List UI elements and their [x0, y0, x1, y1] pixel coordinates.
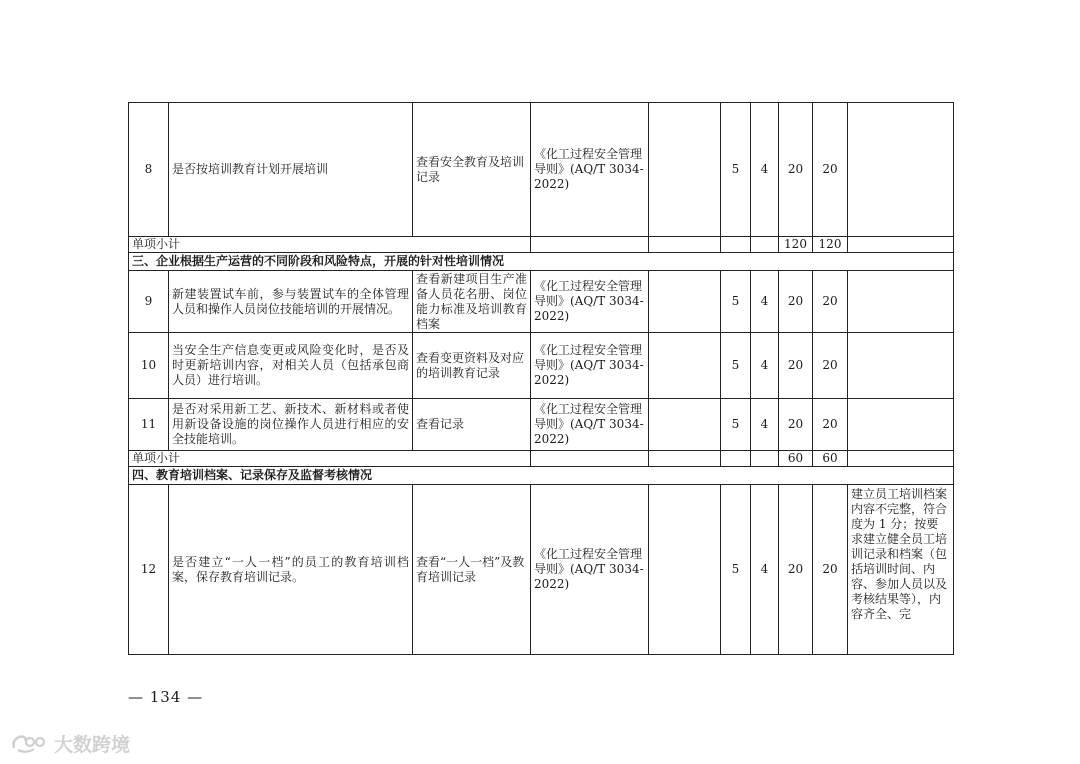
empty-cell — [649, 271, 721, 333]
subtotal-row — [129, 237, 954, 253]
value-a: 5 — [721, 271, 751, 333]
value-b: 4 — [751, 103, 779, 237]
empty-cell — [751, 451, 779, 467]
value-c: 20 — [779, 485, 813, 655]
empty-cell — [751, 237, 779, 253]
check-basis: 《化工过程安全管理导则》(AQ/T 3034-2022) — [531, 271, 649, 333]
empty-cell — [649, 451, 721, 467]
subtotal-c: 120 — [779, 237, 813, 253]
value-d: 20 — [813, 333, 848, 399]
check-content: 当安全生产信息变更或风险变化时，是否及时更新培训内容，对相关人员（包括承包商人员）进行培训。 — [169, 333, 413, 399]
empty-cell — [649, 333, 721, 399]
watermark-logo-icon — [10, 732, 50, 754]
item-number: 8 — [129, 103, 169, 237]
subtotal-label: 单项小计 — [129, 451, 531, 467]
subtotal-d: 120 — [813, 237, 848, 253]
value-b: 4 — [751, 333, 779, 399]
check-method: 查看“一人一档”及教育培训记录 — [413, 485, 531, 655]
section-row — [129, 467, 954, 485]
empty-cell — [649, 399, 721, 451]
empty-cell — [649, 485, 721, 655]
check-content: 是否建立“一人一档”的员工的教育培训档案，保存教育培训记录。 — [169, 485, 413, 655]
empty-cell — [848, 451, 954, 467]
subtotal-d: 60 — [813, 451, 848, 467]
value-a: 5 — [721, 399, 751, 451]
check-basis: 《化工过程安全管理导则》(AQ/T 3034-2022) — [531, 103, 649, 237]
value-c: 20 — [779, 333, 813, 399]
value-a: 5 — [721, 103, 751, 237]
check-method: 查看安全教育及培训记录 — [413, 103, 531, 237]
note-cell — [848, 333, 954, 399]
section-title: 三、企业根据生产运营的不同阶段和风险特点，开展的针对性培训情况 — [129, 253, 954, 271]
inspection-table — [128, 102, 954, 655]
value-b: 4 — [751, 271, 779, 333]
check-method: 查看新建项目生产准备人员花名册、岗位能力标准及培训教育档案 — [413, 271, 531, 333]
item-number: 10 — [129, 333, 169, 399]
section-row — [129, 253, 954, 271]
value-b: 4 — [751, 399, 779, 451]
value-a: 5 — [721, 485, 751, 655]
table-row — [129, 271, 954, 333]
check-content: 是否按培训教育计划开展培训 — [169, 103, 413, 237]
table-row — [129, 333, 954, 399]
value-c: 20 — [779, 103, 813, 237]
empty-cell — [848, 237, 954, 253]
value-d: 20 — [813, 399, 848, 451]
check-content: 是否对采用新工艺、新技术、新材料或者使用新设备设施的岗位操作人员进行相应的安全技能培训。 — [169, 399, 413, 451]
empty-cell — [649, 237, 721, 253]
table-row — [129, 103, 954, 237]
item-number: 12 — [129, 485, 169, 655]
scoring-note: 建立员工培训档案内容不完整，符合度为 1 分；按要求建立健全员工培训记录和档案（包括培训时间、内容、参加人员以及考核结果等），内容齐全、完 — [848, 485, 954, 655]
note-cell — [848, 103, 954, 237]
watermark — [10, 730, 130, 756]
value-d: 20 — [813, 485, 848, 655]
empty-cell — [531, 237, 649, 253]
watermark-text: 大数跨境 — [54, 733, 131, 756]
check-basis: 《化工过程安全管理导则》(AQ/T 3034-2022) — [531, 399, 649, 451]
subtotal-c: 60 — [779, 451, 813, 467]
check-method: 查看记录 — [413, 399, 531, 451]
table-row — [129, 399, 954, 451]
value-d: 20 — [813, 103, 848, 237]
value-a: 5 — [721, 333, 751, 399]
check-content: 新建装置试车前，参与装置试车的全体管理人员和操作人员岗位技能培训的开展情况。 — [169, 271, 413, 333]
value-b: 4 — [751, 485, 779, 655]
page-number: — 134 — — [128, 688, 204, 706]
check-basis: 《化工过程安全管理导则》(AQ/T 3034-2022) — [531, 333, 649, 399]
value-c: 20 — [779, 399, 813, 451]
item-number: 11 — [129, 399, 169, 451]
empty-cell — [721, 237, 751, 253]
section-title: 四、教育培训档案、记录保存及监督考核情况 — [129, 467, 954, 485]
note-cell — [848, 271, 954, 333]
item-number: 9 — [129, 271, 169, 333]
table-row — [129, 485, 954, 655]
subtotal-row — [129, 451, 954, 467]
subtotal-label: 单项小计 — [129, 237, 531, 253]
empty-cell — [721, 451, 751, 467]
check-basis: 《化工过程安全管理导则》(AQ/T 3034-2022) — [531, 485, 649, 655]
empty-cell — [649, 103, 721, 237]
note-cell — [848, 399, 954, 451]
value-d: 20 — [813, 271, 848, 333]
check-method: 查看变更资料及对应的培训教育记录 — [413, 333, 531, 399]
value-c: 20 — [779, 271, 813, 333]
empty-cell — [531, 451, 649, 467]
